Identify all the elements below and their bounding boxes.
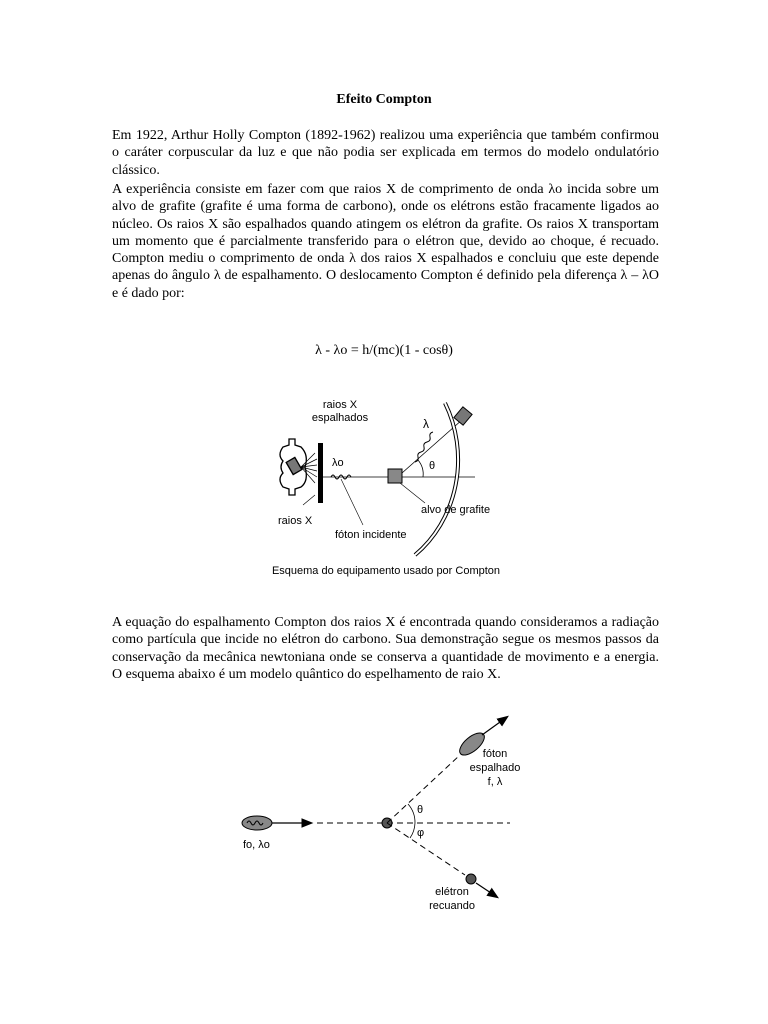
incident-photon-icon [242, 816, 272, 830]
experiment-paragraph: A experiência consiste em fazer com que raios X de comprimento de onda λo incida sobre um alvo de grafite (grafite é uma forma de carbono), onde os elétrons estão fracamente ligados ao núcleo. Os raios X são espalhados quando atingem os elétron da grafite. Os raios X transportam um momento que é parcialmente transferido para o elétron que, devido ao choque, é recuado. Compton mediu o comprimento de onda λ dos raios X espalhados e concluiu que este depende apenas do ângulo λ de espalhamento. O deslocamento Compton é definido pela diferença λ – λO e é dado por: [112, 182, 659, 301]
label-lambda0: λo [332, 457, 344, 469]
label-incident: fo, λo [243, 839, 270, 851]
collimator [318, 443, 323, 503]
equation-paragraph: A equação do espalhamento Compton dos raios X é encontrada quando consideramos a radiação como partícula que incide no elétron do carbono. Sua demonstração segue os mesmos passos da conservação da mecânica newtoniana onde se conserva a quantidade de movimento e a energia. O esquema abaixo é um modelo quântico do espelhamento de raio X. [112, 615, 659, 682]
page-title: Efeito Compton [336, 92, 432, 107]
compton-formula: λ - λo = h/(mc)(1 - cosθ) [315, 343, 453, 358]
label-electron-1: elétron [435, 886, 469, 898]
scattering-model-diagram [225, 715, 525, 925]
label-photon-3: f, λ [487, 776, 503, 788]
label-photon: fóton incidente [335, 529, 407, 541]
xray-tube-icon [280, 439, 317, 495]
label-theta: θ [417, 804, 424, 816]
label-scattered-1: raios X [322, 399, 358, 411]
figure1-caption: Esquema do equipamento usado por Compton [271, 565, 501, 577]
intro-paragraph: Em 1922, Arthur Holly Compton (1892-1962) realizou uma experiência que também confirmou o caráter corpuscular da luz e que não podia ser explicada em termos do modelo ondulatório clássico. [112, 128, 659, 178]
recoil-electron-icon [466, 874, 476, 884]
label-electron-2: recuando [429, 900, 475, 912]
scattered-wave [415, 432, 433, 462]
label-photon-1: fóton [482, 748, 508, 760]
label-xrays: raios X [278, 515, 313, 527]
label-lambda: λ [423, 417, 429, 431]
label-target: alvo de grafite [421, 504, 491, 516]
label-phi: φ [417, 827, 425, 839]
detector [454, 407, 472, 425]
compton-apparatus-diagram [255, 385, 517, 565]
label-theta: θ [429, 460, 436, 472]
graphite-target [388, 469, 402, 483]
label-scattered-2: espalhados [311, 412, 369, 424]
label-photon-2: espalhado [469, 762, 521, 774]
